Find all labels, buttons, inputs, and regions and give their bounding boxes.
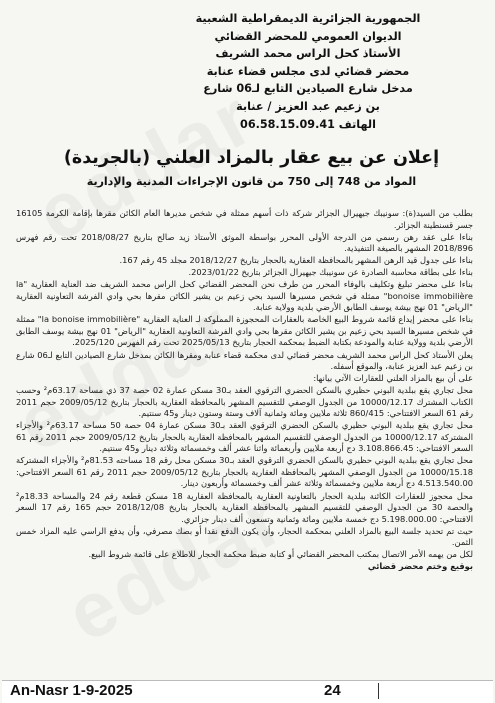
header-phone: الهاتف 06.58.15.09.41	[240, 117, 376, 131]
body-paragraph: محل تجاري يقع ببلدية البوني حظيري بالسكن الحضري الترقوي العقد بـ30 مسكن عمارة 04 حصة 50 مساحة 63.17م² والأجزاء المشتركة 10000/12.17 من الجدول الوصفي للتقسيم المشهر بالمحافظة العقارية بالحجار بتاريخ 2009/05/12 حجم 2011 رقم 61 السعر الافتتاحي: 3.108.866.45 دج أربعة ملايين وأربعمائة واثنا عشر ألف وخمسمائة وثلاثة دينار و45 سنتيم.	[16, 420, 474, 454]
page-number: 24	[324, 682, 341, 699]
body-paragraph: بطلب من السيد(ة): سونيبك جيهيرال الجزائر شركة ذات أسهم ممثلة في شخص مديرها العام الكائن مقرها بإقامة الكرمة 16105 جسر قسنطينة الجزائر.	[16, 208, 473, 230]
header-line: الجمهورية الجزائرية الديمقراطية الشعبية	[195, 12, 421, 25]
announcement-body	[16, 208, 473, 573]
body-paragraph: بناءا على بطاقة محاسبة الصادرة عن سونيبك جيهيرال الجزائر بتاريخ 2023/01/22.	[188, 267, 473, 278]
page-footer	[2, 680, 493, 703]
body-paragraph: حيث تم تحديد جلسة البيع بالمزاد العلني بمحكمة الحجار، وأن يكون الدفع نقدا أو بصك مصرفي، وأن يدفع الراسي عليه المزاد خمس الثمن.	[16, 525, 473, 548]
body-paragraph: بناءا على عقد رهن رسمي من الدرجة الأولى المحرر بواسطة الموثق الأستاذ زيد صالح بتاريخ 2018/08/27 تحت رقم فهرس 2018/896 المشهر بالصيغة التنفيذية.	[16, 231, 473, 254]
body-paragraph: بناءا على محضر تبليغ وتكليف بالوفاء المحرر من طرف نحن المحضر القضائي كحل الراس محمد الشريف ضد العناية العقارية "la bonoise immobilière" ممثلة في شخص مسيرها السيد بحي زعيم بن يشير الكائن مقرها بحي وادي الفرشة التعاونية العقارية "الرياض" 01 نهج بيشة يوسف الطابق الأرضي بلدية وولاية عنابة.	[16, 279, 473, 313]
signature-line: بوقيع وختم محضر قضائي	[367, 561, 473, 572]
header-line: الديوان العمومي للمحضر القضائي	[214, 29, 402, 43]
footer-date: An-Nasr 1-9-2025	[10, 682, 133, 699]
header-line: الأستاذ كحل الراس محمد الشريف	[215, 47, 401, 61]
footer-divider	[378, 683, 489, 699]
bailiff-header	[143, 10, 473, 133]
body-paragraph: على أن بيع بالمزاد العلني للعقارات الآتي بيانها:	[313, 373, 473, 384]
body-paragraph: يعلن الأستاذ كحل الراس محمد الشريف محضر قضائي لدى محكمة قضاء عنابة ومقرها الكائن بمدخل شارع الصيادين التابع لـ06 شارع بن زعيم عبد العزيز عنابة، والموقع أسفله.	[16, 349, 473, 372]
body-paragraph: لكل من يهمه الأمر الاتصال بمكتب المحضر القضائي أو كتابة ضبط محكمة الحجار للاطلاع على قائمة شروط البيع.	[88, 549, 473, 560]
announcement-title-block	[30, 145, 473, 191]
header-line: بن زعيم عبد العزيز / عنابة	[236, 99, 380, 113]
body-paragraph: محل تجاري يقع ببلدية البوني حظيري بالسكن الحضري الترقوي العقد بـ30 مسكن محل رقم 18 مساحته 81.53م² والأجزاء المشتركة 10000/15.18 من الجدول الوصفي المشهر بالمحافظة العقارية بالحجار بتاريخ 2009/05/12 حجم 2011 رقم 61 السعر الافتتاحي: 4.513.540.00 دج أربعة ملايين وخمسمائة وثلاثة عشر ألف وخمسمائة وأربعون دينار.	[16, 455, 474, 489]
body-paragraph: بناءا على محضر إيداع قائمة شروط البيع الخاصة بالعقارات المحجوزة المملوكة لـ العناية العقارية "la bonoise immobilière" ممثلة في شخص مسيرها السيد بحي زعيم بن يشير الكائن مقرها بحي وادي الفرشة التعاونية العقارية "الرياض" 01 نهج بيشة يوسف الطابق الأرضي بلدية وولاية عنابة والمودعة بكتابة الضبط بمحكمة الحجار بتاريخ 2025/05/13 تحت رقم الفهرس 2025/120.	[16, 314, 474, 348]
announcement-title: إعلان عن بيع عقار بالمزاد العلني (بالجريدة)	[63, 148, 440, 168]
announcement-subtitle: المواد من 748 إلى 750 من قانون الإجراءات المدنية والإدارية	[86, 175, 417, 188]
body-paragraph: بناءا على جدول قيد الرهن المشهر بالمحافظة العقارية بالحجار بتاريخ 2018/12/27 مجلد 45 رقم 167.	[119, 255, 473, 266]
header-line: مدخل شارع الصيادين التابع لـ06 شارع	[203, 82, 413, 96]
body-paragraph: محل تجاري يقع ببلدية البوني حظيري بالسكن الحضري الترقوي العقد بـ30 مسكن عمارة 02 حصة 37 ذي مساحة 63.17م² وحسب الكتاب المشترك 10000/12.17 من الجدول الوصفي للتقسيم المشهر بالمحافظة العقارية بالحجار بتاريخ 2009/05/12 حجم 2011 رقم 61 السعر الافتتاحي: 860/415 ثلاثة ملايين ومائة وثمانية آلاف وستة وستون دينار و45 سنتيم.	[16, 385, 474, 419]
header-line: محضر قضائي لدى مجلس قضاء عنابة	[206, 64, 410, 78]
body-paragraph: محل محجوز للعقارات الكائنة ببلدية الحجار بالتعاونية العقارية بالمحافظة العقارية 18 مسكن قطعة رقم 24 والمساحة 18.33م² والحصة 30 من الجدول الوصفي للتقسيم المشهر بالمحافظة العقارية بالحجار بتاريخ 2018/12/08 حجم 165 رقم 17 السعر الافتتاحي: 5.198.000.00 دج خمسة ملايين ومائة وثمانية وتسعون ألف دينار جزائري.	[16, 490, 474, 524]
